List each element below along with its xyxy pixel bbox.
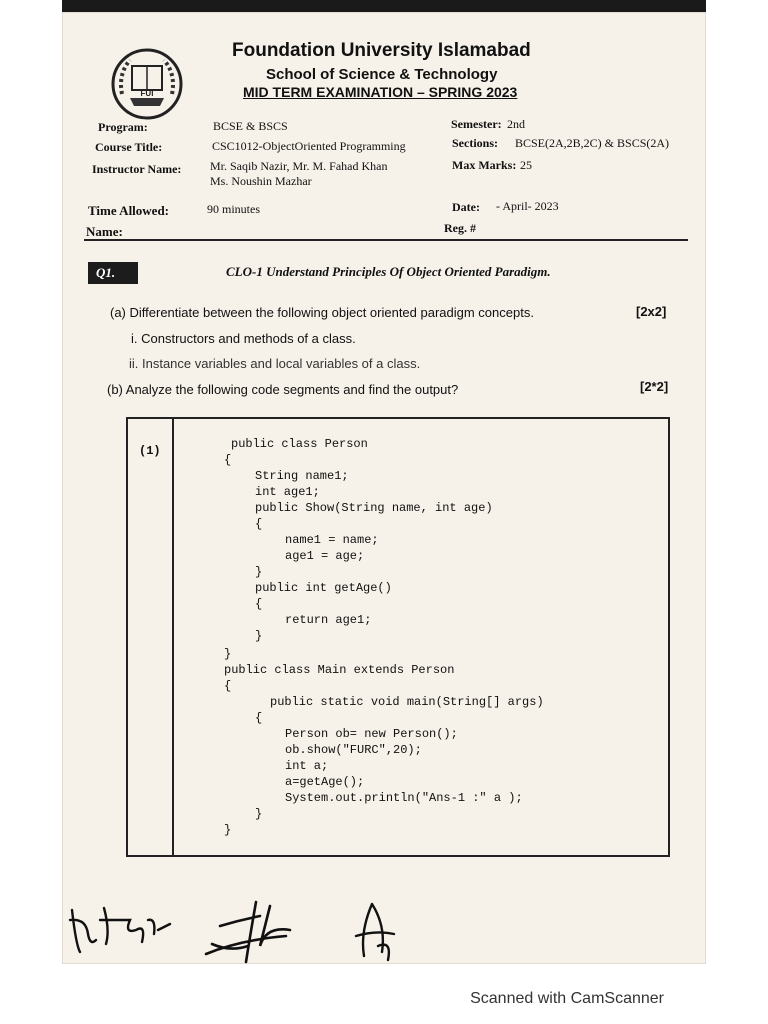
code-line: a=getAge(); — [285, 775, 365, 789]
instructor-label: Instructor Name: — [92, 162, 182, 176]
code-line: String name1; — [255, 469, 349, 483]
code-line: int a; — [285, 759, 329, 773]
code-line: public Show(String name, int age) — [255, 501, 493, 515]
code-line: System.out.println("Ans-1 :" a ); — [285, 791, 523, 805]
code-line: } — [255, 807, 263, 821]
code-line: public class Main extends Person — [224, 663, 455, 677]
time-label: Time Allowed: — [88, 203, 170, 218]
signature-1 — [66, 890, 186, 960]
program-label: Program: — [98, 120, 148, 134]
instructor-value-2: Ms. Noushin Mazhar — [210, 174, 312, 188]
signature-2 — [200, 896, 310, 966]
sections-label: Sections: — [452, 136, 498, 150]
course-label: Course Title: — [95, 140, 163, 154]
university-logo — [108, 44, 186, 122]
code-line: age1 = age; — [285, 549, 365, 563]
instructor-value-1: Mr. Saqib Nazir, Mr. M. Fahad Khan — [210, 159, 388, 173]
time-value: 90 minutes — [207, 202, 260, 216]
code-line: } — [224, 823, 232, 837]
semester-value: 2nd — [507, 117, 525, 131]
code-line: int age1; — [255, 485, 320, 499]
code-line: { — [224, 453, 232, 467]
max-marks-value: 25 — [520, 158, 532, 172]
school-name: School of Science & Technology — [266, 66, 498, 83]
code-line: } — [224, 647, 232, 661]
code-line: { — [255, 597, 263, 611]
part-a-text: (a) Differentiate between the following object oriented paradigm concepts. — [110, 305, 534, 320]
course-value: CSC1012-ObjectOriented Programming — [212, 139, 406, 153]
code-line: { — [255, 517, 263, 531]
header-divider — [84, 239, 688, 241]
code-line: { — [255, 711, 263, 725]
part-b-text: (b) Analyze the following code segments and find the output? — [107, 382, 459, 397]
exam-title: MID TERM EXAMINATION – SPRING 2023 — [243, 84, 518, 100]
logo-text: FUI — [140, 89, 154, 98]
university-name: Foundation University Islamabad — [232, 40, 531, 61]
clo-title: CLO-1 Understand Principles Of Object Oriented Paradigm. — [226, 264, 551, 279]
code-line: public class Person — [231, 437, 368, 451]
max-marks-label: Max Marks: — [452, 158, 517, 172]
code-line: public static void main(String[] args) — [270, 695, 544, 709]
part-a-marks: [2x2] — [636, 304, 667, 319]
code-line: { — [224, 679, 232, 693]
signature-3 — [342, 896, 412, 966]
code-line: } — [255, 565, 263, 579]
part-b-marks: [2*2] — [640, 379, 669, 394]
code-box-divider — [172, 417, 174, 857]
code-line: return age1; — [285, 613, 372, 627]
camscanner-watermark: Scanned with CamScanner — [470, 990, 664, 1007]
semester-label: Semester: — [451, 117, 502, 131]
date-label: Date: — [452, 200, 480, 214]
program-value: BCSE & BSCS — [213, 119, 288, 133]
code-line: Person ob= new Person(); — [285, 727, 458, 741]
question-number: Q1. — [88, 262, 138, 284]
code-line: ob.show("FURC",20); — [285, 743, 422, 757]
part-a-item-1: i. Constructors and methods of a class. — [131, 331, 356, 346]
date-value: - April- 2023 — [496, 199, 559, 213]
part-a-item-2: ii. Instance variables and local variables of a class. — [129, 356, 421, 371]
code-segment-number: (1) — [139, 444, 161, 458]
code-line: } — [255, 629, 263, 643]
code-line: public int getAge() — [255, 581, 392, 595]
code-line: name1 = name; — [285, 533, 379, 547]
sections-value: BCSE(2A,2B,2C) & BSCS(2A) — [515, 136, 670, 150]
reg-label: Reg. # — [444, 221, 476, 235]
name-label: Name: — [86, 224, 123, 239]
